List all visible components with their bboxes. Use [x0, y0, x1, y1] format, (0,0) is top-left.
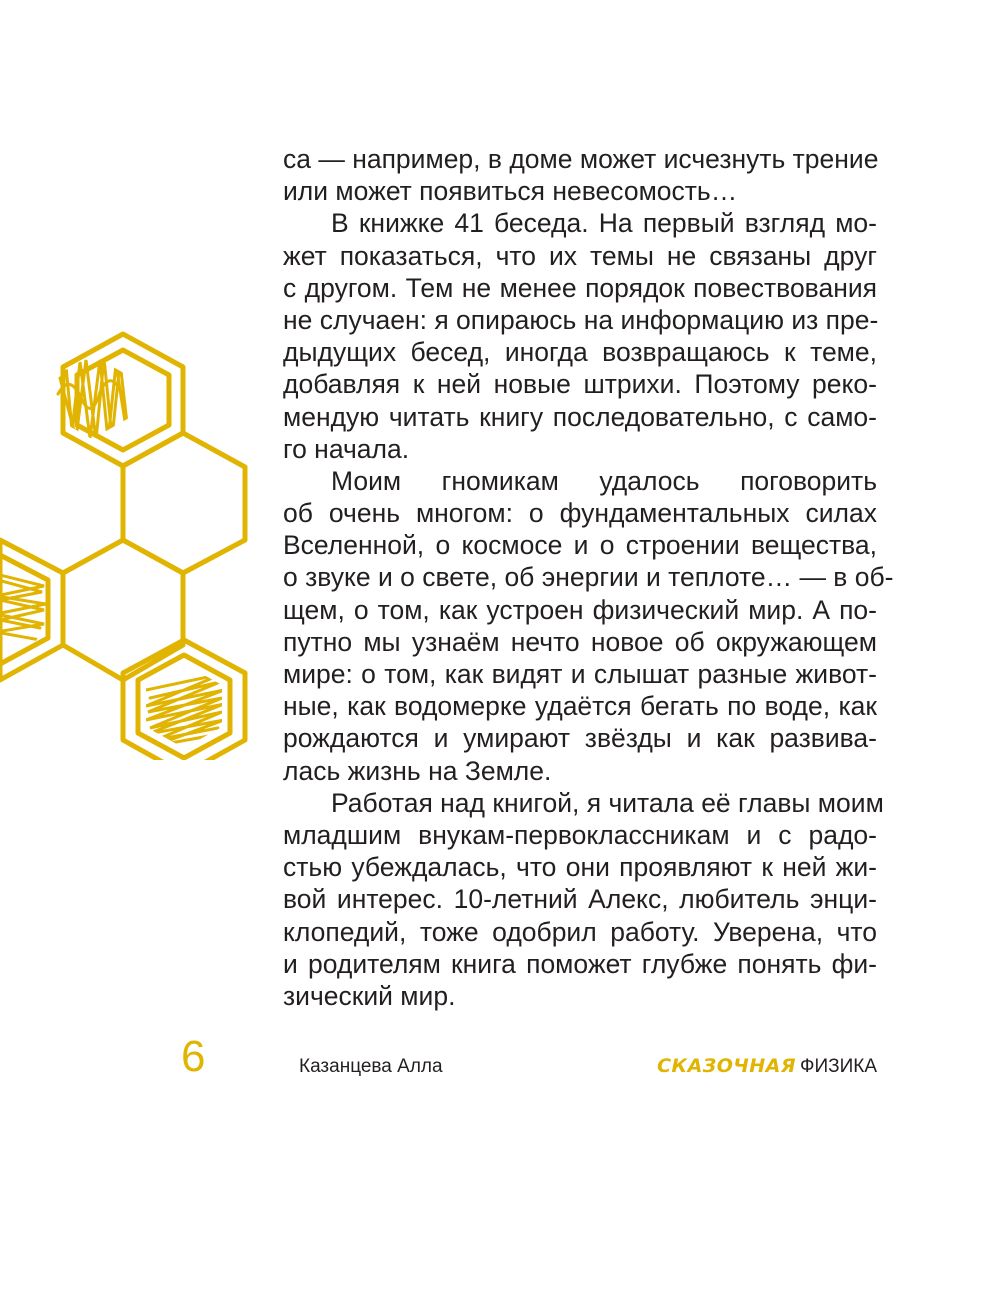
text-line: о звуке и о свете, об энергии и теплоте… — в об- — [283, 562, 894, 593]
text-line: го начала. — [283, 433, 410, 464]
text-line: Моим гномикам удалось поговорить — [331, 465, 877, 496]
series-title — [657, 1054, 877, 1080]
text-line: или может появиться невесомость… — [283, 176, 738, 207]
text-line: с другом. Тем не менее порядок повествования — [283, 272, 877, 303]
page-number: 6 — [181, 1032, 206, 1081]
text-line: Работая над книгой, я читала её главы моим — [331, 787, 884, 818]
text-line: лась жизнь на Земле. — [283, 755, 552, 786]
text-line: са — например, в доме может исчезнуть трение — [283, 144, 879, 174]
paragraph — [283, 787, 884, 1012]
author-name: Казанцева Алла — [299, 1056, 443, 1077]
text-line: об очень многом: о фундаментальных силах — [283, 498, 877, 529]
text-line: Вселенной, о космосе и о строении вещества, — [283, 530, 877, 561]
text-line: рождаются и умирают звёзды и как развива- — [283, 723, 877, 754]
text-line: вой интерес. 10-летний Алекс, любитель энци- — [283, 884, 877, 915]
paragraph — [283, 143, 877, 207]
text-line: младшим внукам-первоклассникам и с радо- — [283, 819, 877, 850]
honeycomb-icon — [0, 0, 260, 760]
text-line: щем, о том, как устроен физический мир. А по- — [283, 594, 877, 625]
series-title-main: ФИЗИКА — [800, 1056, 877, 1077]
text-line: мендую читать книгу последовательно, с само- — [283, 401, 877, 432]
text-line: жет показаться, что их темы не связаны друг — [283, 240, 877, 271]
text-line: ные, как водомерке удаётся бегать по воде, как — [283, 691, 877, 722]
body-text — [283, 143, 894, 1012]
text-line: не случаен: я опираюсь на информацию из пре- — [283, 304, 879, 335]
text-line: дыдущих бесед, иногда возвращаюсь к теме, — [283, 337, 877, 368]
text-line: В книжке 41 беседа. На первый взгляд мо- — [331, 208, 877, 239]
text-line: и родителям книга поможет глубже понять фи- — [283, 948, 877, 979]
paragraph — [283, 465, 894, 787]
text-line: стью убеждалась, что они проявляют к ней жи- — [283, 852, 877, 883]
paragraph — [283, 207, 877, 465]
text-line: добавляя к ней новые штрихи. Поэтому реко- — [283, 369, 877, 400]
text-line: зический мир. — [283, 980, 456, 1011]
text-line: клопедий, тоже одобрил работу. Уверена, что — [283, 916, 877, 947]
text-line: путно мы узнаём нечто новое об окружающем — [283, 626, 877, 657]
series-title-accent: СКАЗОЧНАЯ — [657, 1055, 797, 1077]
text-line: мире: о том, как видят и слышат разные живот- — [283, 659, 877, 689]
